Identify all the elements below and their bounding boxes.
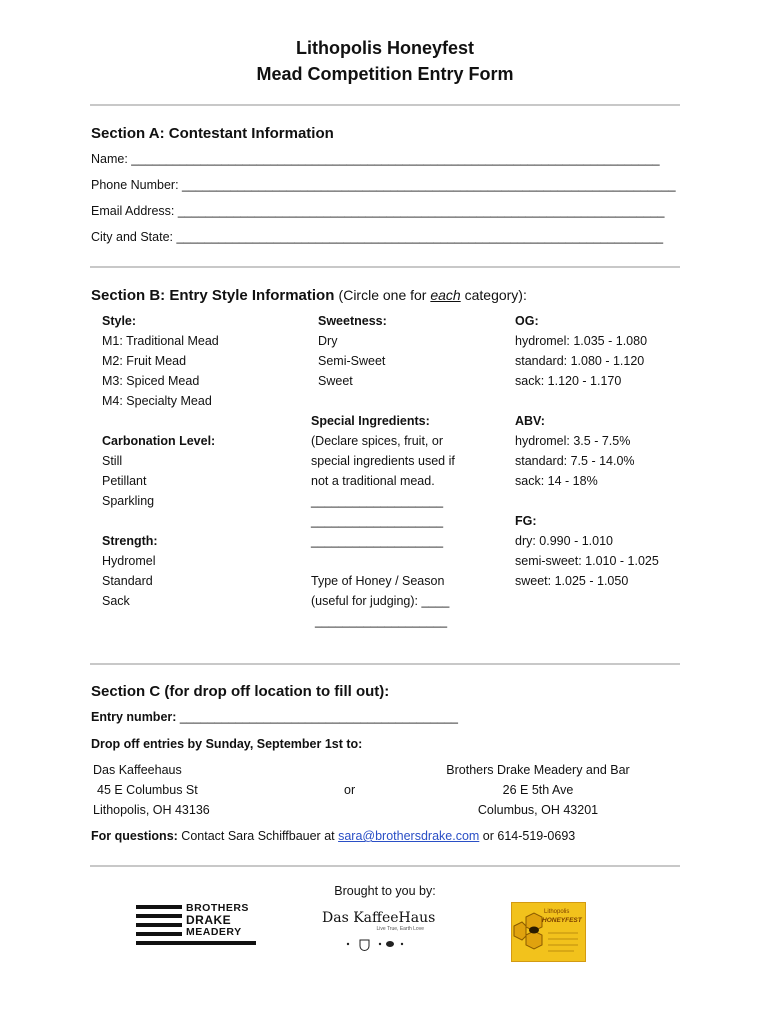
entry-number-label: Entry number: [91, 710, 177, 724]
fg-heading: FG: [515, 514, 537, 528]
coffee-icons [322, 932, 432, 952]
questions-line [91, 829, 575, 843]
section-a-heading: Section A: Contestant Information [91, 125, 334, 142]
dropoff-heading: Drop off entries by Sunday, September 1st to: [91, 737, 363, 751]
form-title-line1: Lithopolis Honeyfest [295, 38, 474, 58]
form-title-line2: Mead Competition Entry Form [256, 64, 514, 84]
divider [90, 104, 680, 106]
brought-to-you-label: Brought to you by: [334, 884, 436, 898]
style-option-m1[interactable]: M1: Traditional Mead [102, 334, 219, 348]
sweetness-heading: Sweetness: [318, 314, 387, 328]
email-link[interactable]: sara@brothersdrake.com [338, 829, 480, 843]
das-kaffeehaus-logo [322, 910, 436, 955]
entry-number-blank[interactable]: ________________________________________ [176, 710, 458, 724]
divider [90, 663, 680, 665]
brothers-drake-logo [136, 903, 256, 949]
location-street: 45 E Columbus St [97, 783, 198, 797]
og-sack: sack: 1.120 - 1.170 [515, 374, 622, 388]
og-heading: OG: [515, 314, 539, 328]
gravity-column [515, 311, 659, 591]
logo-text: HONEYFEST [542, 917, 582, 924]
logo-text: BROTHERS [186, 902, 249, 914]
og-standard: standard: 1.080 - 1.120 [515, 354, 645, 368]
special-ingredients-blank[interactable]: ___________________ [311, 534, 444, 548]
logo-text: DRAKE [186, 913, 232, 927]
abv-standard: standard: 7.5 - 14.0% [515, 454, 635, 468]
strength-option-sack[interactable]: Sack [102, 594, 130, 608]
carbonation-heading: Carbonation Level: [102, 434, 216, 448]
abv-sack: sack: 14 - 18% [515, 474, 598, 488]
honey-type-label: Type of Honey / Season [311, 574, 445, 588]
sweetness-column [318, 311, 387, 391]
special-ingredients-heading: Special Ingredients: [311, 414, 430, 428]
fg-semi-sweet: semi-sweet: 1.010 - 1.025 [515, 554, 659, 568]
section-c-heading: Section C (for drop off location to fill out): [91, 683, 390, 700]
logo-text: MEADERY [186, 926, 242, 938]
phone-field[interactable]: Phone Number: _______________________________________________________________________ [91, 178, 676, 192]
or-label: or [344, 783, 356, 797]
section-b-title: Section B: Entry Style Information [91, 287, 335, 304]
name-field[interactable]: Name: ____________________________________________________________________________ [91, 152, 660, 166]
email-field[interactable]: Email Address: ______________________________________________________________________ [91, 204, 665, 218]
special-ingredients-note: special ingredients used if [311, 454, 455, 468]
style-option-m2[interactable]: M2: Fruit Mead [102, 354, 187, 368]
abv-heading: ABV: [515, 414, 545, 428]
style-column [102, 311, 219, 611]
sweetness-option-semi-sweet[interactable]: Semi-Sweet [318, 354, 386, 368]
strength-heading: Strength: [102, 534, 158, 548]
location-city: Columbus, OH 43201 [477, 803, 599, 817]
questions-label: For questions: [91, 829, 178, 843]
style-option-m3[interactable]: M3: Spiced Mead [102, 374, 200, 388]
logo-text: Lithopolis [544, 909, 570, 915]
special-ingredients-blank[interactable]: ___________________ [311, 494, 444, 508]
section-b-heading [91, 287, 527, 304]
location-city: Lithopolis, OH 43136 [93, 803, 210, 817]
entry-number-field[interactable] [91, 710, 458, 724]
abv-hydromel: hydromel: 3.5 - 7.5% [515, 434, 631, 448]
carbonation-option-petillant[interactable]: Petillant [102, 474, 147, 488]
questions-phone: or 614-519-0693 [479, 829, 576, 843]
honey-type-field[interactable]: (useful for judging): ____ [311, 594, 450, 608]
dropoff-location-brothers-drake [438, 760, 638, 820]
fg-dry: dry: 0.990 - 1.010 [515, 534, 613, 548]
sweetness-option-dry[interactable]: Dry [318, 334, 338, 348]
lithopolis-honeyfest-logo [511, 902, 586, 962]
logo-text: Das KaffeeHaus [322, 910, 436, 926]
divider [90, 266, 680, 268]
dropoff-location-kaffeehaus [93, 760, 210, 820]
logo-subtext: Live True, Earth Love [376, 926, 424, 932]
special-ingredients-note: not a traditional mead. [311, 474, 435, 488]
og-hydromel: hydromel: 1.035 - 1.080 [515, 334, 648, 348]
style-heading: Style: [102, 314, 137, 328]
fg-sweet: sweet: 1.025 - 1.050 [515, 574, 629, 588]
divider [90, 865, 680, 867]
location-street: 26 E 5th Ave [502, 783, 574, 797]
special-ingredients-column [311, 411, 455, 631]
city-state-field[interactable]: City and State: ______________________________________________________________________ [91, 230, 664, 244]
style-option-m4[interactable]: M4: Specialty Mead [102, 394, 212, 408]
section-b-note: (Circle one for each category): [338, 287, 527, 303]
strength-option-standard[interactable]: Standard [102, 574, 153, 588]
location-name: Brothers Drake Meadery and Bar [446, 763, 630, 777]
questions-text: Contact Sara Schiffbauer at [177, 829, 339, 843]
carbonation-option-still[interactable]: Still [102, 454, 123, 468]
sweetness-option-sweet[interactable]: Sweet [318, 374, 353, 388]
location-name: Das Kaffeehaus [93, 763, 182, 777]
special-ingredients-note: (Declare spices, fruit, or [311, 434, 443, 448]
honey-type-blank[interactable]: ___________________ [315, 614, 448, 628]
special-ingredients-blank[interactable]: ___________________ [311, 514, 444, 528]
strength-option-hydromel[interactable]: Hydromel [102, 554, 156, 568]
carbonation-option-sparkling[interactable]: Sparkling [102, 494, 155, 508]
